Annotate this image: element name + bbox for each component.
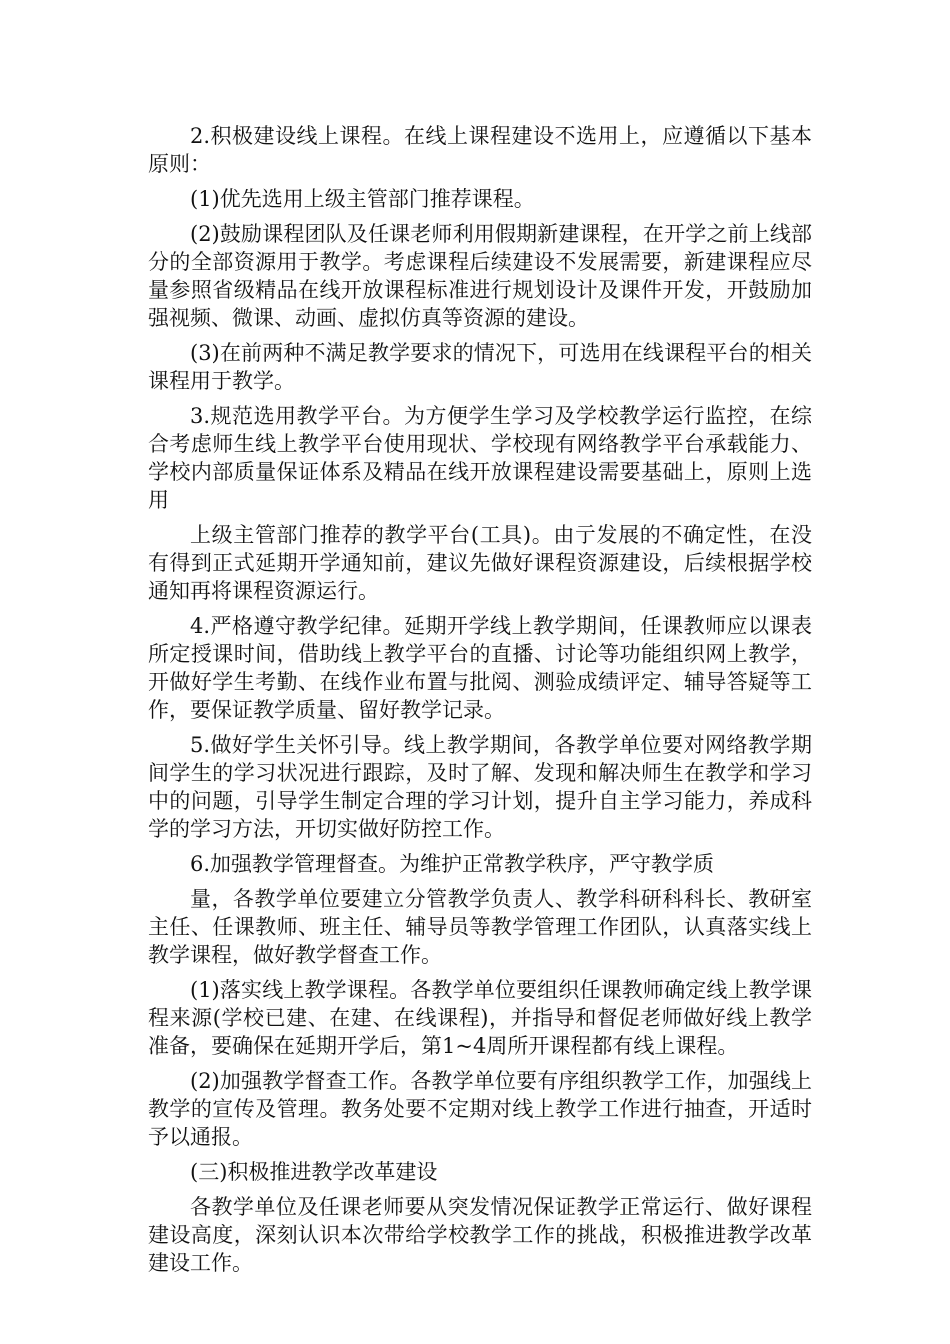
paragraph-3: (2)鼓励课程团队及任课老师利用假期新建课程，在开学之前上线部分的全部资源用于教学。考虑课程后续建设不发展需要，新建课程应尽量参照省级精品在线开放课程标准进行规划设计及课件开发，开鼓励加强视频、微课、动画、虚拟仿真等资源的建设。 [148,222,812,330]
document-body [148,122,812,1284]
paragraph-9: 6.加强教学管理督查。为维护正常教学秩序，严守教学质 [190,852,715,876]
paragraph-1: 2.积极建设线上课程。在线上课程建设不选用上，应遵循以下基本原则： [148,124,812,176]
paragraph-5: 3.规范选用教学平台。为方便学生学习及学校教学运行监控，在综合考虑师生线上教学平台使用现状、学校现有网络教学平台承载能力、学校内部质量保证体系及精品在线开放课程建设需要基础上，原则上选用 [148,404,812,512]
paragraph-4: (3)在前两种不满足教学要求的情况下，可选用在线课程平台的相关课程用于教学。 [148,341,812,393]
paragraph-10: 量，各教学单位要建立分管教学负责人、教学科研科科长、教研室主任、任课教师、班主任、辅导员等教学管理工作团队，认真落实线上教学课程，做好教学督查工作。 [148,887,812,967]
section-heading: (三)积极推进教学改革建设 [190,1160,438,1184]
paragraph-14: 各教学单位及任课老师要从突发情况保证教学正常运行、做好课程建设高度，深刻认识本次带给学校教学工作的挑战，积极推进教学改革建设工作。 [148,1195,812,1275]
paragraph-12: (2)加强教学督查工作。各教学单位要有序组织教学工作，加强线上教学的宣传及管理。教务处要不定期对线上教学工作进行抽查，开适时予以通报。 [148,1069,812,1149]
paragraph-6: 上级主管部门推荐的教学平台(工具)。由亍发展的不确定性，在没有得到正式延期开学通知前，建议先做好课程资源建设，后续根据学校通知再将课程资源运行。 [148,523,812,603]
paragraph-11: (1)落实线上教学课程。各教学单位要组织任课教师确定线上教学课程来源(学校已建、在建、在线课程)，并指导和督促老师做好线上教学准备，要确保在延期开学后，第1~4周所开课程都有线上课程。 [148,978,812,1058]
paragraph-7: 4.严格遵守教学纪律。延期开学线上教学期间，任课教师应以课表所定授课时间，借助线上教学平台的直播、讨论等功能组织网上教学，开做好学生考勤、在线作业布置与批阅、测验成绩评定、辅导答疑等工作，要保证教学质量、留好教学记录。 [148,614,812,722]
paragraph-8: 5.做好学生关怀引导。线上教学期间，各教学单位要对网络教学期间学生的学习状况进行跟踪，及时了解、发现和解决师生在教学和学习中的问题，引导学生制定合理的学习计划，提升自主学习能力，养成科学的学习方法，开切实做好防控工作。 [148,733,812,841]
paragraph-2: (1)优先选用上级主管部门推荐课程。 [190,187,535,211]
